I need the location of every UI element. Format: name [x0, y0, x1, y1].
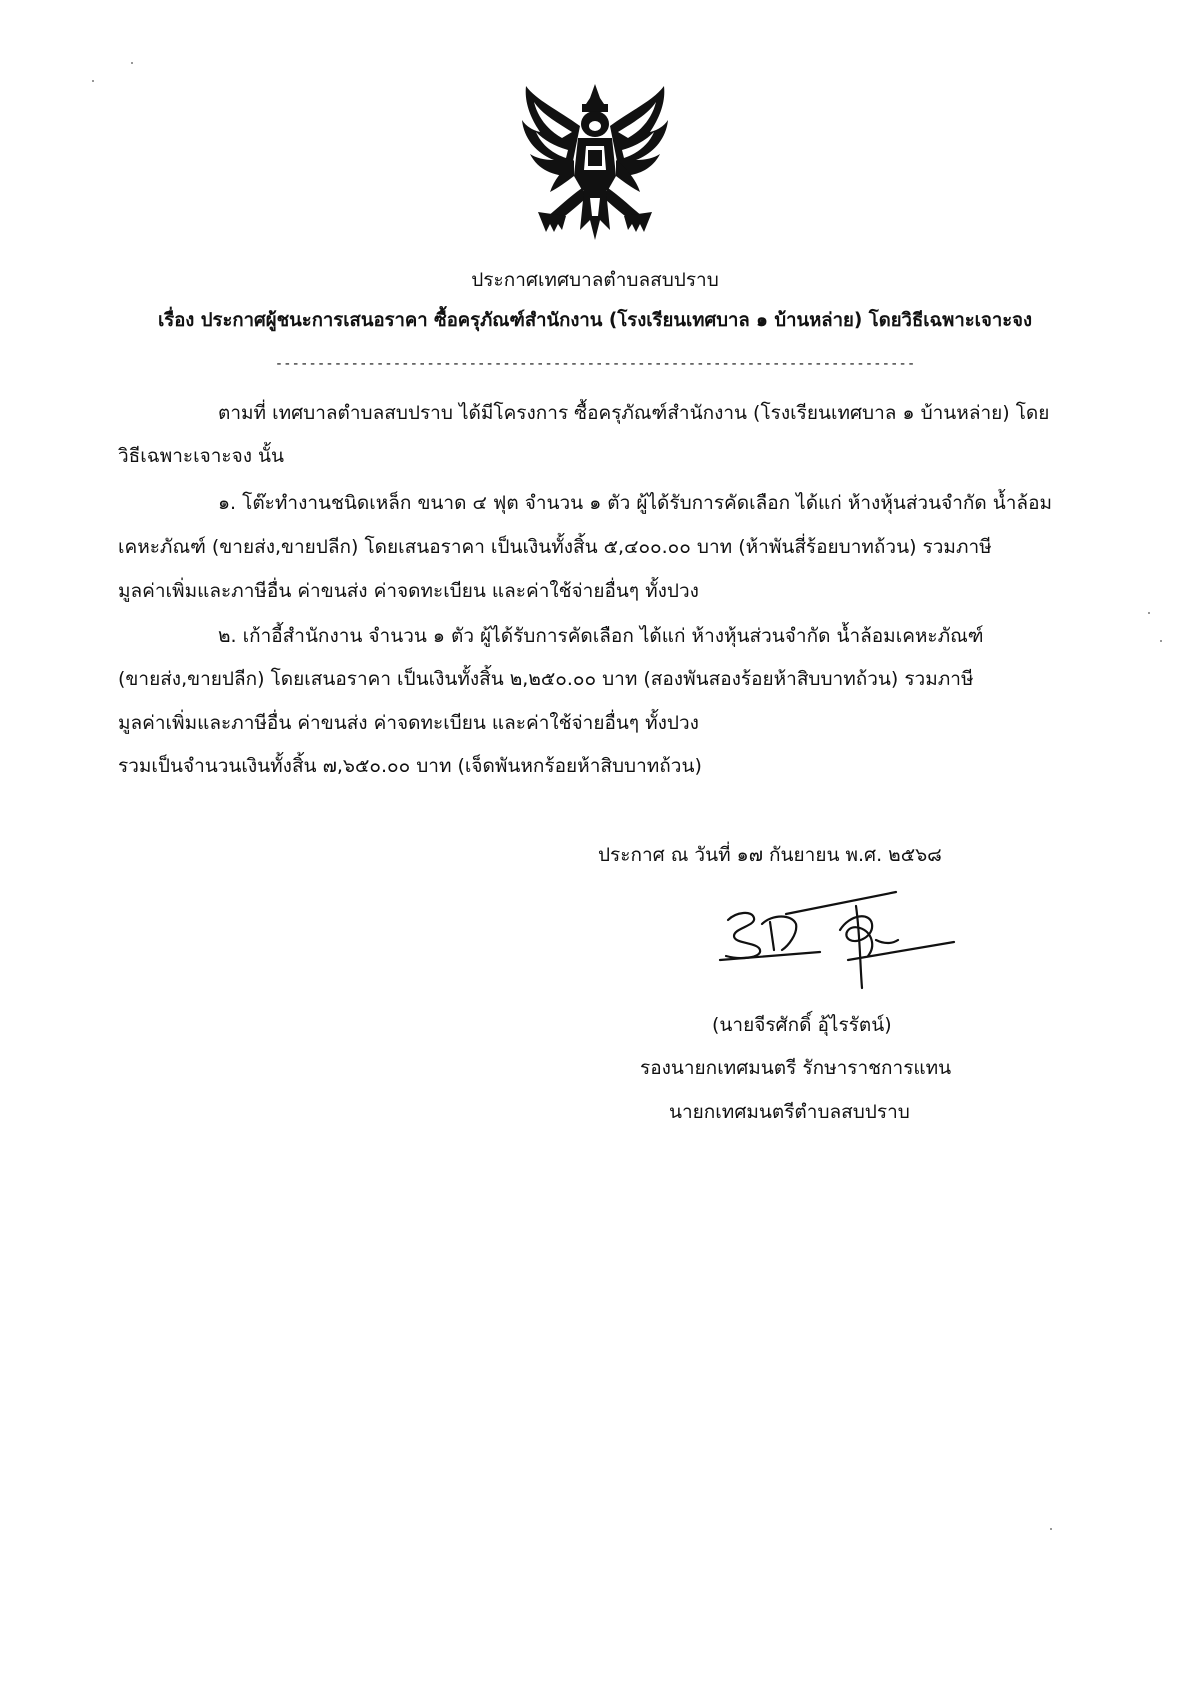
scan-speck — [131, 62, 133, 64]
signer-name: (นายจีรศักดิ์ อุ้ไรรัตน์) — [712, 1014, 892, 1036]
separator-line: ---------------------------------------------------------------------------- — [274, 356, 916, 372]
announcement-title: ประกาศเทศบาลตำบลสบปราบ — [471, 269, 719, 291]
item1-line-2: เคหะภัณฑ์ (ขายส่ง,ขายปลีก) โดยเสนอราคา เป็นเงินทั้งสิ้น ๕,๔๐๐.๐๐ บาท (ห้าพันสี่ร้อยบาทถ้วน) รวมภาษี — [118, 536, 992, 558]
scan-speck — [1148, 612, 1150, 614]
handwritten-signature-icon — [700, 884, 970, 994]
item1-line-3: มูลค่าเพิ่มและภาษีอื่น ค่าขนส่ง ค่าจดทะเบียน และค่าใช้จ่ายอื่นๆ ทั้งปวง — [118, 580, 699, 602]
announcement-subject: เรื่อง ประกาศผู้ชนะการเสนอราคา ซื้อครุภัณฑ์สำนักงาน (โรงเรียนเทศบาล ๑ บ้านหล่าย) โดยวิธีเฉพาะเจาะจง — [157, 310, 1033, 331]
announcement-date: ประกาศ ณ วันที่ ๑๗ กันยายน พ.ศ. ๒๕๖๘ — [598, 844, 942, 866]
signer-position-1: รองนายกเทศมนตรี รักษาราชการแทน — [640, 1057, 952, 1079]
item2-line-2: (ขายส่ง,ขายปลีก) โดยเสนอราคา เป็นเงินทั้งสิ้น ๒,๒๕๐.๐๐ บาท (สองพันสองร้อยห้าสิบบาทถ้วน) รวมภาษี — [118, 668, 974, 690]
total-line: รวมเป็นจำนวนเงินทั้งสิ้น ๗,๖๕๐.๐๐ บาท (เจ็ดพันหกร้อยห้าสิบบาทถ้วน) — [118, 755, 702, 777]
scan-speck — [92, 80, 94, 82]
item2-line-3: มูลค่าเพิ่มและภาษีอื่น ค่าขนส่ง ค่าจดทะเบียน และค่าใช้จ่ายอื่นๆ ทั้งปวง — [118, 712, 699, 734]
item1-line-1: ๑. โต๊ะทำงานชนิดเหล็ก ขนาด ๔ ฟุต จำนวน ๑ ตัว ผู้ได้รับการคัดเลือก ได้แก่ ห้างหุ้นส่วนจำกัด น้ำล้อม — [218, 492, 1053, 514]
scan-speck — [1160, 640, 1162, 642]
signer-position-2: นายกเทศมนตรีตำบลสบปราบ — [669, 1101, 910, 1123]
item2-line-1: ๒. เก้าอี้สำนักงาน จำนวน ๑ ตัว ผู้ได้รับการคัดเลือก ได้แก่ ห้างหุ้นส่วนจำกัด น้ำล้อมเคหะภัณฑ์ — [218, 625, 984, 647]
intro-line-1: ตามที่ เทศบาลตำบลสบปราบ ได้มีโครงการ ซื้อครุภัณฑ์สำนักงาน (โรงเรียนเทศบาล ๑ บ้านหล่าย) โดย — [218, 402, 1050, 424]
garuda-emblem-icon — [518, 80, 672, 248]
scan-speck — [1050, 1528, 1052, 1530]
intro-line-2: วิธีเฉพาะเจาะจง นั้น — [118, 445, 285, 467]
